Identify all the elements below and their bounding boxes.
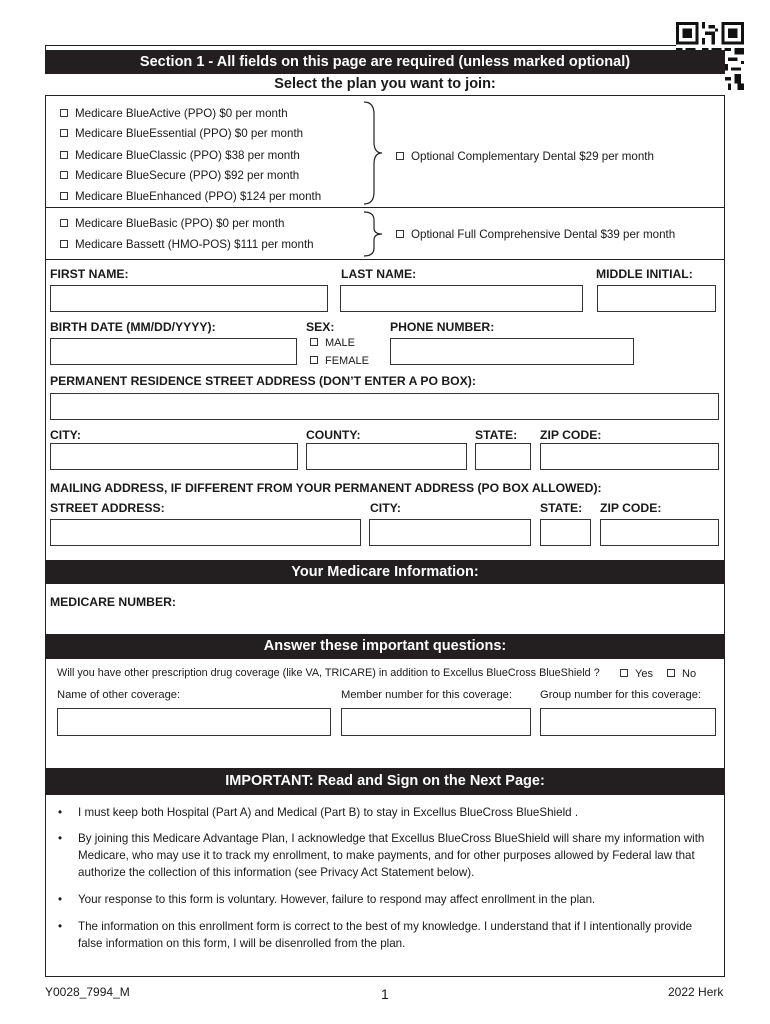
divider xyxy=(45,207,725,208)
county-label: COUNTY: xyxy=(306,428,361,442)
phone-label: PHONE NUMBER: xyxy=(390,320,495,334)
plan-option-blueessential[interactable]: Medicare BlueEssential (PPO) $0 per month xyxy=(60,127,303,141)
question-yes-option[interactable]: Yes xyxy=(620,667,653,681)
middle-initial-input[interactable] xyxy=(597,285,716,312)
plan-option-bluebasic[interactable]: Medicare BlueBasic (PPO) $0 per month xyxy=(60,217,284,231)
other-coverage-label: Name of other coverage: xyxy=(57,689,181,701)
footer-right-text: 2022 Herk xyxy=(668,985,724,999)
checkbox-icon[interactable] xyxy=(60,151,68,159)
plan-option-blueclassic[interactable]: Medicare BlueClassic (PPO) $38 per month xyxy=(60,149,300,163)
city-label: CITY: xyxy=(50,428,81,442)
other-coverage-input[interactable] xyxy=(57,708,331,736)
mailing-zip-label: ZIP CODE: xyxy=(600,501,662,515)
page-number: 1 xyxy=(381,986,389,1002)
dental-option-complementary[interactable]: Optional Complementary Dental $29 per month xyxy=(396,150,654,164)
mailing-state-label: STATE: xyxy=(540,501,583,515)
form-code: Y0028_7994_M xyxy=(45,985,130,999)
residence-input[interactable] xyxy=(50,393,719,420)
zip-label: ZIP CODE: xyxy=(540,428,602,442)
zip-input[interactable] xyxy=(540,443,719,470)
mailing-city-input[interactable] xyxy=(369,519,531,546)
brace-icon xyxy=(360,210,388,258)
question-no-option[interactable]: No xyxy=(667,667,696,681)
plan-option-bluesecure[interactable]: Medicare BlueSecure (PPO) $92 per month xyxy=(60,169,299,183)
member-number-input[interactable] xyxy=(341,708,531,736)
state-input[interactable] xyxy=(475,443,531,470)
checkbox-icon[interactable] xyxy=(620,669,628,677)
checkbox-icon[interactable] xyxy=(60,171,68,179)
city-input[interactable] xyxy=(50,443,298,470)
first-name-label: FIRST NAME: xyxy=(50,267,129,281)
checkbox-icon[interactable] xyxy=(60,129,68,137)
mailing-zip-input[interactable] xyxy=(600,519,719,546)
residence-label: PERMANENT RESIDENCE STREET ADDRESS (DON’T ENTER A PO BOX): xyxy=(50,374,476,388)
checkbox-icon[interactable] xyxy=(396,152,404,160)
state-label: STATE: xyxy=(475,428,518,442)
plan-option-bassett[interactable]: Medicare Bassett (HMO-POS) $111 per month xyxy=(60,238,314,252)
middle-initial-label: MIDDLE INITIAL: xyxy=(596,267,693,281)
checkbox-icon[interactable] xyxy=(60,109,68,117)
sex-option-male[interactable]: MALE xyxy=(310,336,355,350)
questions-header: Answer these important questions: xyxy=(45,634,725,659)
checkbox-icon[interactable] xyxy=(310,356,318,364)
member-number-label: Member number for this coverage: xyxy=(341,689,512,701)
plan-select-prompt: Select the plan you want to join: xyxy=(45,74,725,96)
group-number-label: Group number for this coverage: xyxy=(540,689,702,701)
plan-option-blueenhanced[interactable]: Medicare BlueEnhanced (PPO) $124 per month xyxy=(60,190,321,204)
checkbox-icon[interactable] xyxy=(60,192,68,200)
birth-date-input[interactable] xyxy=(50,338,297,365)
medicare-info-header: Your Medicare Information: xyxy=(45,560,725,584)
medicare-number-label: MEDICARE NUMBER: xyxy=(50,595,176,609)
sex-option-female[interactable]: FEMALE xyxy=(310,354,369,368)
checkbox-icon[interactable] xyxy=(310,338,318,346)
dental-option-comprehensive[interactable]: Optional Full Comprehensive Dental $39 per month xyxy=(396,228,675,242)
checkbox-icon[interactable] xyxy=(60,219,68,227)
mailing-state-input[interactable] xyxy=(540,519,591,546)
checkbox-icon[interactable] xyxy=(667,669,675,677)
birth-date-label: BIRTH DATE (MM/DD/YYYY): xyxy=(50,320,216,334)
street-address-label: STREET ADDRESS: xyxy=(50,501,165,515)
checkbox-icon[interactable] xyxy=(396,230,404,238)
last-name-label: LAST NAME: xyxy=(341,267,417,281)
divider xyxy=(45,259,725,260)
county-input[interactable] xyxy=(306,443,467,470)
brace-icon xyxy=(360,100,388,206)
question-text: Will you have other prescription drug coverage (like VA, TRICARE) in addition to Excellus BlueCross BlueShield ? xyxy=(57,667,600,679)
checkbox-icon[interactable] xyxy=(60,240,68,248)
group-number-input[interactable] xyxy=(540,708,716,736)
mailing-address-heading: MAILING ADDRESS, IF DIFFERENT FROM YOUR PERMANENT ADDRESS (PO BOX ALLOWED): xyxy=(50,481,602,495)
important-header: IMPORTANT: Read and Sign on the Next Page: xyxy=(45,768,725,795)
plan-option-blueactive[interactable]: Medicare BlueActive (PPO) $0 per month xyxy=(60,107,288,121)
sex-label: SEX: xyxy=(306,320,335,334)
mailing-street-input[interactable] xyxy=(50,519,361,546)
medicare-number-input[interactable] xyxy=(190,588,716,618)
phone-input[interactable] xyxy=(390,338,634,365)
mailing-city-label: CITY: xyxy=(370,501,401,515)
last-name-input[interactable] xyxy=(340,285,583,312)
section-1-header: Section 1 - All fields on this page are required (unless marked optional) xyxy=(45,50,725,74)
first-name-input[interactable] xyxy=(50,285,328,312)
